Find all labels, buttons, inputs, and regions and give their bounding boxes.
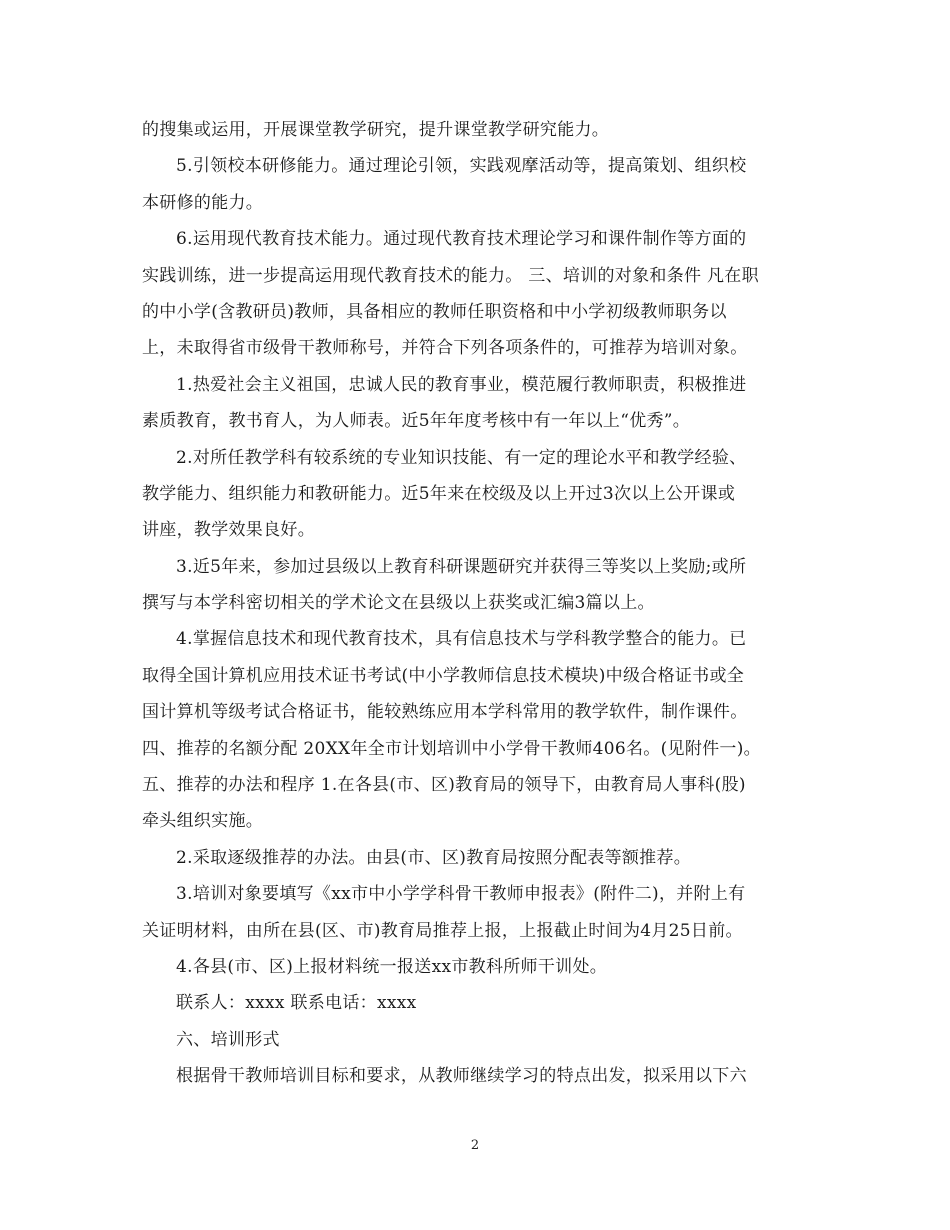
- text-line: 3.近5年来，参加过县级以上教育科研课题研究并获得三等奖以上奖励;或所: [176, 556, 747, 577]
- text-line: 6.运用现代教育技术能力。通过现代教育技术理论学习和课件制作等方面的: [176, 229, 747, 250]
- text-line: 六、培训形式: [176, 1029, 280, 1050]
- text-line: 的中小学(含教研员)教师，具备相应的教师任职资格和中小学初级教师职务以: [142, 301, 727, 322]
- text-line: 教学能力、组织能力和教研能力。近5年来在校级及以上开过3次以上公开课或: [142, 483, 736, 504]
- text-line: 讲座，教学效果良好。: [142, 520, 315, 541]
- text-line: 的搜集或运用，开展课堂教学研究，提升课堂教学研究能力。: [142, 120, 610, 140]
- text-line: 取得全国计算机应用技术证书考试(中小学教师信息技术模块)中级合格证书或全: [142, 665, 745, 686]
- text-line: 撰写与本学科密切相关的学术论文在县级以上获奖或汇编3篇以上。: [142, 593, 655, 614]
- text-line: 本研修的能力。: [142, 192, 264, 213]
- text-line: 联系人：xxxx 联系电话：xxxx: [176, 993, 417, 1014]
- document-body: [142, 112, 810, 1095]
- text-line: 5.引领校本研修能力。通过理论引领，实践观摩活动等，提高策划、组织校: [176, 156, 747, 177]
- text-line: 2.采取逐级推荐的办法。由县(市、区)教育局按照分配表等额推荐。: [176, 847, 692, 868]
- text-line: 4.掌握信息技术和现代教育技术，具有信息技术与学科教学整合的能力。已: [176, 629, 747, 650]
- text-line: 牵头组织实施。: [142, 811, 264, 832]
- text-line: 五、推荐的办法和程序 1.在各县(市、区)教育局的领导下，由教育局人事科(股): [142, 775, 746, 796]
- text-line: 1.热爱社会主义祖国，忠诚人民的教育事业，模范履行教师职责，积极推进: [176, 374, 747, 395]
- page-number: 2: [470, 1138, 480, 1153]
- text-line: 国计算机等级考试合格证书，能较熟练应用本学科常用的教学软件，制作课件。: [142, 702, 748, 723]
- text-line: 素质教育，教书育人，为人师表。近5年年度考核中有一年以上“优秀”。: [142, 411, 691, 432]
- text-line: 关证明材料，由所在县(区、市)教育局推荐上报，上报截止时间为4月25日前。: [142, 920, 743, 941]
- text-line: 4.各县(市、区)上报材料统一报送xx市教科所师干训处。: [176, 956, 608, 977]
- text-line: 3.培训对象要填写《xx市中小学学科骨干教师申报表》(附件二)，并附上有: [176, 884, 746, 905]
- text-line: 实践训练，进一步提高运用现代教育技术的能力。 三、培训的对象和条件 凡在职: [142, 265, 759, 286]
- text-line: 上，未取得省市级骨干教师称号，并符合下列各项条件的，可推荐为培训对象。: [142, 338, 748, 359]
- text-line: 四、推荐的名额分配 20XX年全市计划培训中小学骨干教师406名。(见附件一)。: [142, 738, 761, 759]
- text-line: 2.对所任教学科有较系统的专业知识技能、有一定的理论水平和教学经验、: [176, 447, 747, 468]
- text-line: 根据骨干教师培训目标和要求，从教师继续学习的特点出发，拟采用以下六: [176, 1066, 747, 1087]
